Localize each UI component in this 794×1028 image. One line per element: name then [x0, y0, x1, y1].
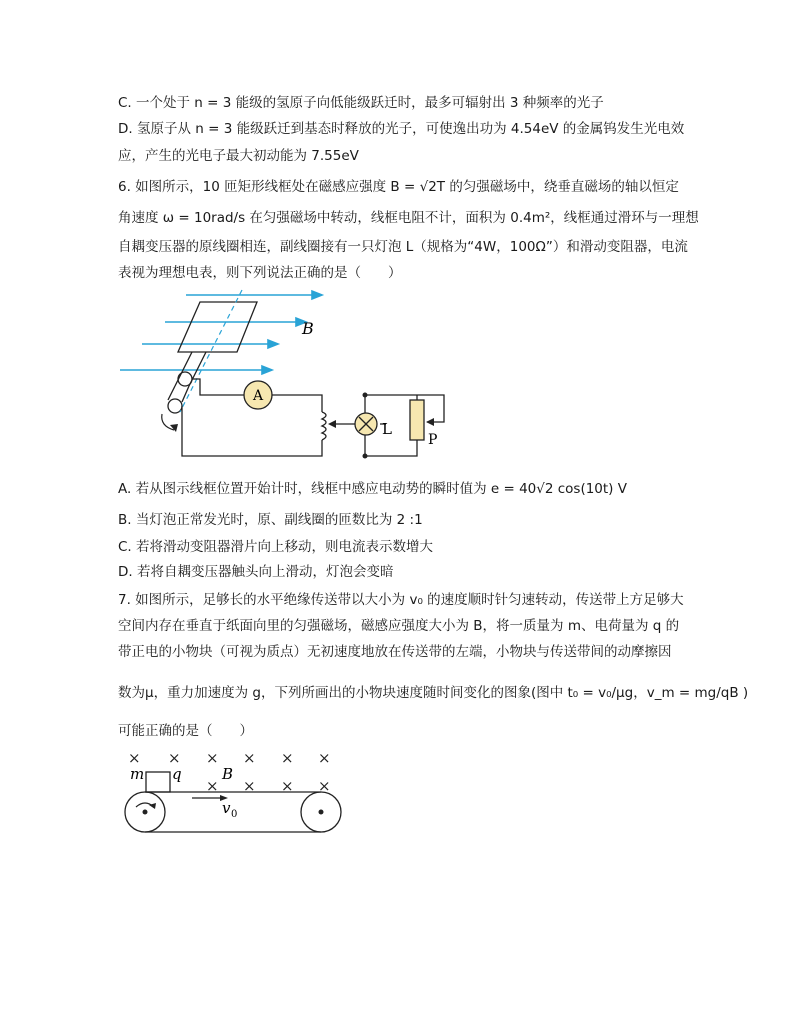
question-7-line3: 带正电的小物块（可视为质点）无初速度地放在传送带的左端，小物块与传送带间的动摩擦因 — [118, 644, 672, 660]
svg-text:×: × — [281, 749, 294, 767]
velocity-subscript: 0 — [231, 809, 238, 820]
charged-block — [146, 772, 170, 792]
question-6-option-d: D. 若将自耦变压器触头向上滑动，灯泡会变暗 — [118, 564, 394, 580]
question-6-option-c: C. 若将滑动变阻器滑片向上移动，则电流表示数增大 — [118, 539, 434, 555]
mass-label: m — [130, 765, 145, 783]
option-d-atom-line2: 应，产生的光电子最大初动能为 7.55eV — [118, 148, 359, 164]
question-6-line2: 角速度 ω = 10rad/s 在匀强磁场中转动，线框电阻不计，面积为 0.4m²，线框通过滑环与一理想 — [118, 210, 699, 226]
question-7-line5: 可能正确的是（ ） — [118, 723, 253, 739]
question-7-line2: 空间内存在垂直于纸面向里的匀强磁场，磁感应强度大小为 B，将一质量为 m、电荷量为 q 的 — [118, 618, 680, 634]
svg-text:×: × — [281, 777, 294, 795]
question-6-option-b: B. 当灯泡正常发光时，原、副线圈的匝数比为 2 :1 — [118, 512, 423, 528]
svg-text:×: × — [243, 777, 256, 795]
svg-text:×: × — [318, 777, 331, 795]
right-pulley-axle — [319, 810, 324, 815]
lamp-label: L — [382, 420, 392, 438]
svg-text:×: × — [206, 777, 219, 795]
rheostat — [410, 400, 424, 440]
svg-text:×: × — [128, 749, 141, 767]
slider-arrow-icon — [426, 418, 434, 426]
question-6-option-a: A. 若从图示线框位置开始计时，线框中感应电动势的瞬时值为 e = 40√2 cos(10t) V — [118, 481, 627, 497]
svg-text:×: × — [168, 749, 181, 767]
rotation-axis — [180, 290, 242, 412]
autotransformer-coil — [322, 412, 326, 440]
left-pulley-axle — [143, 810, 148, 815]
question-7-line1: 7. 如图所示，足够长的水平绝缘传送带以大小为 v₀ 的速度顺时针匀速转动，传送带上方足够大 — [118, 592, 684, 608]
transformer-tap-arrow-icon — [328, 420, 336, 428]
circuit-wires — [182, 379, 444, 456]
field-label-b: B — [302, 319, 314, 338]
option-d-atom-line1: D. 氢原子从 n = 3 能级跃迁到基态时释放的光子，可使逸出功为 4.54eV 的金属钨发生光电效 — [118, 121, 685, 137]
rheostat-label: P — [428, 432, 438, 448]
question-6-line4: 表视为理想电表，则下列说法正确的是（ ） — [118, 265, 402, 281]
question-6-line3: 自耦变压器的原线圈相连，副线圈接有一只灯泡 L（规格为“4W，100Ω”）和滑动变阻器，电流 — [118, 239, 688, 255]
svg-text:×: × — [243, 749, 256, 767]
ammeter-label: A — [252, 388, 264, 404]
figure-7-conveyor — [118, 745, 358, 840]
figure-6-circuit — [110, 282, 470, 472]
charge-label: q — [172, 765, 182, 783]
rotation-arrow-icon — [162, 414, 174, 430]
question-6-line1: 6. 如图所示，10 匝矩形线框处在磁感应强度 B = √2T 的匀强磁场中，绕垂直磁场的轴以恒定 — [118, 179, 679, 195]
svg-text:×: × — [206, 749, 219, 767]
velocity-label: v — [222, 799, 231, 817]
option-c-atom: C. 一个处于 n = 3 能级的氢原子向低能级跃迁时，最多可辐射出 3 种频率的光子 — [118, 95, 604, 111]
question-7-line4: 数为μ，重力加速度为 g，下列所画出的小物块速度随时间变化的图象(图中 t₀ = v₀/μg，v_m = mg/qB ) — [118, 685, 749, 701]
svg-text:×: × — [318, 749, 331, 767]
field-label-b-fig7: B — [222, 765, 234, 783]
